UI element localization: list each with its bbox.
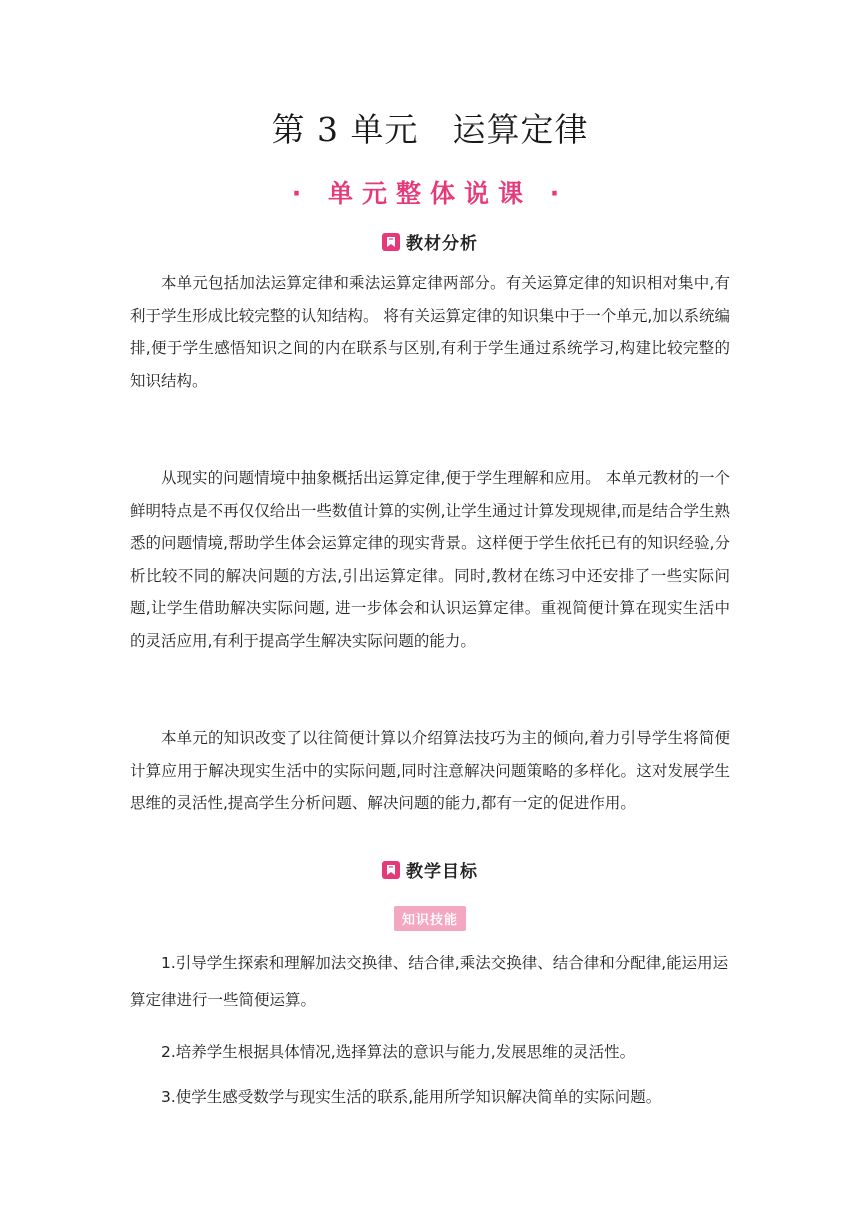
section-label: 教材分析 — [406, 234, 478, 254]
page-title: 第 3 单元 运算定律 — [271, 110, 589, 149]
page-subtitle: · 单元整体说课 · — [291, 179, 569, 208]
paragraph: 本单元包括加法运算定律和乘法运算定律两部分。有关运算定律的知识相对集中,有利于学生形成比较完整的认知结构。 将有关运算定律的知识集中于一个单元,加以系统编排,便于学生感悟知识之间的内在联系与区别,有利于学生通过系统学习,构建比较完整的知识结构。 — [130, 274, 730, 390]
section-heading-analysis — [0, 229, 860, 254]
goal-item: 1.引导学生探索和理解加法交换律、结合律,乘法交换律、结合律和分配律,能运用运算定律进行一些简便运算。 — [130, 954, 729, 1009]
goal-item: 2.培养学生根据具体情况,选择算法的意识与能力,发展思维的灵活性。 — [161, 1043, 636, 1061]
bookmark-icon — [382, 861, 400, 879]
paragraph: 从现实的问题情境中抽象概括出运算定律,便于学生理解和应用。 本单元教材的一个鲜明特点是不再仅仅给出一些数值计算的实例,让学生通过计算发现规律,而是结合学生熟悉的问题情境,帮助学生体会运算定律的现实背景。这样便于学生依托已有的知识经验,分析比较不同的解决问题的方法,引出运算定律。同时,教材在练习中还安排了一些实际问题,让学生借助解决实际问题, 进一步体会和认识运算定律。重视简便计算在现实生活中的灵活应用,有利于提高学生解决实际问题的能力。 — [130, 469, 730, 650]
paragraph: 本单元的知识改变了以往简便计算以介绍算法技巧为主的倾向,着力引导学生将简便计算应用于解决现实生活中的实际问题,同时注意解决问题策略的多样化。这对发展学生思维的灵活性,提高学生分析问题、解决问题的能力,都有一定的促进作用。 — [130, 729, 730, 812]
badge-wrap — [0, 906, 860, 931]
knowledge-skills-badge: 知识技能 — [394, 906, 466, 931]
section-label: 教学目标 — [406, 862, 478, 882]
section-heading-goals — [0, 857, 860, 882]
bookmark-icon — [382, 233, 400, 251]
goal-item: 3.使学生感受数学与现实生活的联系,能用所学知识解决简单的实际问题。 — [161, 1088, 662, 1106]
